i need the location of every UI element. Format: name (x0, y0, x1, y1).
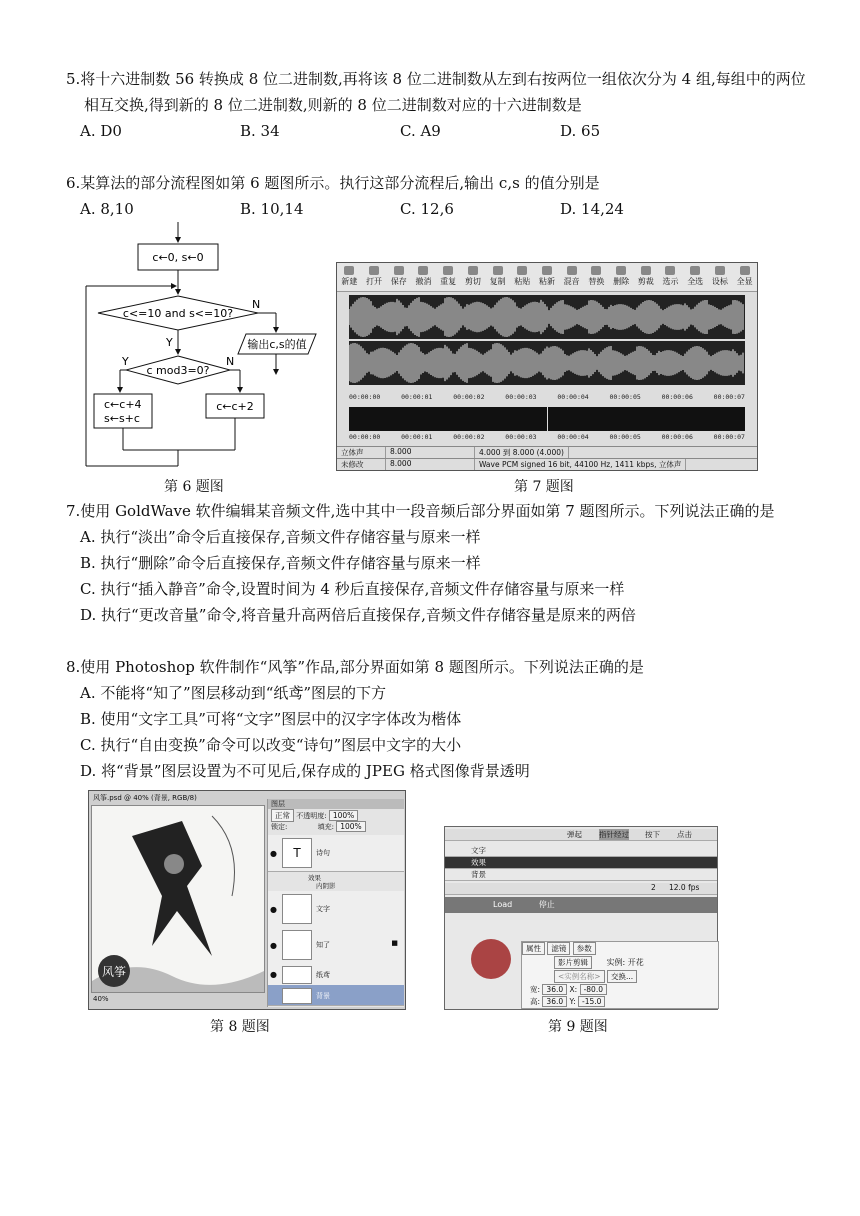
photoshop-window (88, 790, 406, 1010)
toolbar-label: 新建 (341, 277, 358, 286)
y-label: Y: (569, 997, 576, 1006)
timeline-layer-bg[interactable] (445, 869, 717, 881)
layer-cicada[interactable] (268, 927, 404, 964)
no-box-text: c←c+2 (216, 400, 254, 413)
toolbar-label: 删除 (613, 277, 630, 286)
layer-text[interactable] (268, 891, 404, 928)
toolbar-icon (591, 266, 601, 275)
init-text: c←0, s←0 (152, 251, 204, 264)
total-length: 8.000 (386, 447, 475, 458)
current-frame: 2 (651, 883, 656, 892)
layer-thumbnail (282, 966, 312, 984)
layer-name: 文字 (471, 846, 486, 855)
toolbar-button[interactable] (535, 263, 560, 291)
output-text: 输出c,s的值 (247, 338, 307, 351)
question-8 (66, 654, 806, 784)
option-c: C. A9 (400, 122, 441, 140)
time-tick: 00:00:04 (557, 433, 589, 441)
yes-box-line2: s←s+c (104, 412, 140, 425)
option-a: A. 不能将“知了”图层移动到“纸鸢”图层的下方 (80, 684, 387, 702)
symbol-type-select[interactable]: 影片剪辑 (554, 956, 592, 969)
no-label: N (252, 298, 261, 311)
toolbar-label: 剪裁 (637, 277, 654, 286)
time-tick: 00:00:00 (349, 393, 381, 401)
toolbar-button[interactable] (708, 263, 733, 291)
lock-row (268, 821, 404, 833)
tab-parameters[interactable]: 参数 (573, 942, 596, 955)
layer-name: 诗句 (316, 849, 330, 857)
caption-fig8: 第 8 题图 (210, 1019, 270, 1035)
layer-name: 文字 (316, 905, 330, 913)
toolbar-icon (369, 266, 379, 275)
toolbar-icon (394, 266, 404, 275)
time-tick: 00:00:01 (401, 433, 433, 441)
length-value: 8.000 (386, 459, 475, 470)
eye-icon[interactable]: ● (270, 970, 277, 979)
option-a: A. D0 (80, 122, 122, 140)
timeline-layer-text[interactable] (445, 845, 717, 857)
kite-shape (132, 821, 212, 956)
toolbar-icon (418, 266, 428, 275)
waveform-right-channel (349, 341, 745, 385)
no-label-2: N (226, 355, 235, 368)
toolbar-label: 设标 (711, 277, 728, 286)
toolbar-button[interactable] (411, 263, 436, 291)
properties-panel (521, 941, 719, 1009)
waveform-path (349, 343, 743, 383)
options-row (66, 196, 806, 222)
toolbar-icon (443, 266, 453, 275)
height-row (530, 996, 605, 1007)
option-b: B. 34 (240, 122, 280, 140)
layer-kite[interactable] (268, 963, 404, 986)
time-tick: 00:00:06 (661, 393, 693, 401)
caption-fig7: 第 7 题图 (514, 479, 574, 495)
selection-range: 4.000 到 8.000 (4.000) (475, 447, 569, 458)
time-tick: 00:00:01 (401, 393, 433, 401)
scene-button[interactable]: Load (493, 900, 513, 909)
symbol-preview (471, 939, 511, 979)
time-tick: 00:00:02 (453, 393, 485, 401)
question-stem: 7.使用 GoldWave 软件编辑某音频文件,选中其中一段音频后部分界面如第 7 题图所示。下列说法正确的是 (66, 502, 775, 520)
toolbar-button[interactable] (683, 263, 708, 291)
question-stem: 8.使用 Photoshop 软件制作“风筝”作品,部分界面如第 8 题图所示。下列说法正确的是 (66, 658, 644, 676)
options-row (66, 118, 806, 144)
text-layer-icon: T (282, 838, 312, 868)
toolbar-icon (493, 266, 503, 275)
y-field[interactable]: -15.0 (578, 996, 605, 1007)
toolbar-button[interactable] (485, 263, 510, 291)
question-stem: 6.某算法的部分流程图如第 6 题图所示。执行这部分流程后,输出 c,s 的值分别是 (66, 174, 600, 192)
height-field[interactable]: 36.0 (542, 996, 567, 1007)
layer-thumbnail (282, 894, 312, 924)
overview-bar (349, 407, 745, 431)
lock-icon: ■ (391, 939, 398, 947)
goldwave-toolbar (337, 263, 757, 292)
time-tick: 00:00:06 (661, 433, 693, 441)
toolbar-button[interactable] (559, 263, 584, 291)
status-bar-1 (337, 446, 757, 458)
canvas (91, 805, 265, 993)
layer-name: 知了 (316, 941, 330, 949)
option-b: B. 执行“删除”命令后直接保存,音频文件存储容量与原来一样 (80, 554, 481, 572)
toolbar-icon (344, 266, 354, 275)
time-tick: 00:00:02 (453, 433, 485, 441)
instance-name-input[interactable]: <实例名称> (554, 970, 605, 983)
edit-bar (445, 897, 717, 913)
toolbar-label: 粘新 (538, 277, 555, 286)
toolbar-icon (616, 266, 626, 275)
toolbar-label: 剪切 (464, 277, 481, 286)
layer-name: 效果 (471, 858, 486, 867)
zoom-level: 40% (93, 995, 109, 1003)
opacity-label: 不透明度: (296, 812, 327, 820)
layer-background[interactable] (268, 985, 404, 1006)
toolbar-label: 粘贴 (514, 277, 531, 286)
question-stem: 5.将十六进制数 56 转换成 8 位二进制数,再将该 8 位二进制数从左到右按两位一组依次分为 4 组,每组中的两位相互交换,得到新的 8 位二进制数,则新的 8 位二进制数对应的十六进制数是 (66, 70, 806, 114)
blend-mode-select[interactable]: 正常 (271, 809, 294, 822)
toolbar-label: 复制 (489, 277, 506, 286)
swap-button[interactable]: 交换... (607, 970, 637, 983)
toolbar-label: 选示 (662, 277, 679, 286)
stop-symbol[interactable]: 停止 (538, 900, 555, 909)
eye-icon[interactable]: ● (270, 905, 277, 914)
flash-window (444, 826, 718, 1010)
waveform-path (349, 297, 743, 337)
caption-fig6: 第 6 题图 (164, 479, 224, 495)
width-label: 宽: (530, 985, 541, 994)
toolbar-button[interactable] (658, 263, 683, 291)
toolbar-icon (690, 266, 700, 275)
panel-title: 图层 (268, 799, 404, 809)
fill-field[interactable]: 100% (336, 821, 365, 832)
option-d: D. 执行“更改音量”命令,将音量升高两倍后直接保存,音频文件存储容量是原来的两倍 (80, 606, 636, 624)
frame-rate: 12.0 fps (669, 883, 700, 892)
question-5 (66, 66, 806, 144)
option-b: B. 10,14 (240, 200, 304, 218)
toolbar-icon (542, 266, 552, 275)
toolbar-label: 打开 (366, 277, 383, 286)
layer-name: 背景 (316, 992, 330, 1000)
layer-thumbnail (282, 930, 312, 960)
willow-branch (212, 816, 235, 896)
eye-icon[interactable]: ● (270, 941, 277, 950)
time-tick: 00:00:04 (557, 393, 589, 401)
option-a: A. 执行“淡出”命令后直接保存,音频文件存储容量与原来一样 (80, 528, 481, 546)
layer-poem[interactable] (268, 835, 404, 872)
toolbar-icon (665, 266, 675, 275)
status-bar-2 (337, 458, 757, 470)
channel-mode: 立体声 (337, 447, 386, 458)
modified-state: 未修改 (337, 459, 386, 470)
option-d: D. 65 (560, 122, 601, 140)
frame-hit: 点击 (677, 830, 692, 839)
toolbar-button[interactable] (461, 263, 486, 291)
toolbar-button[interactable] (510, 263, 535, 291)
yes-label-2: Y (122, 355, 129, 368)
time-ruler (349, 393, 745, 403)
toolbar-button[interactable] (633, 263, 658, 291)
toolbar-label: 全选 (687, 277, 704, 286)
toolbar-button[interactable] (732, 263, 757, 291)
blend-row (268, 809, 404, 821)
tab-filters[interactable]: 滤镜 (547, 942, 570, 955)
art-title: 风筝 (102, 965, 127, 979)
height-label: 高: (530, 997, 541, 1006)
option-c: C. 执行“自由变换”命令可以改变“诗句”图层中文字的大小 (80, 736, 462, 754)
instance-value: 开花 (627, 958, 644, 967)
toolbar-icon (567, 266, 577, 275)
overview-ruler (349, 433, 745, 443)
tab-properties[interactable]: 属性 (522, 942, 545, 955)
toolbar-label: 全显 (736, 277, 753, 286)
option-d: D. 将“背景”图层设置为不可见后,保存成的 JPEG 格式图像背景透明 (80, 762, 530, 780)
waveform-right-svg (349, 341, 745, 385)
toolbar-icon (715, 266, 725, 275)
question-6 (66, 170, 806, 222)
toolbar-label: 重复 (440, 277, 457, 286)
condition2-text: c mod3=0? (146, 364, 210, 377)
toolbar-button[interactable] (337, 263, 362, 291)
toolbar-label: 混音 (563, 277, 580, 286)
frame-up: 弹起 (567, 830, 582, 839)
instance-name-row (554, 970, 637, 983)
lock-label: 锁定: (271, 823, 288, 831)
timeline-footer (445, 883, 717, 895)
toolbar-icon (641, 266, 651, 275)
layer-thumbnail (282, 988, 312, 1004)
layers-panel (267, 799, 404, 1007)
x-field[interactable]: -80.0 (580, 984, 607, 995)
selection-marker (547, 407, 548, 431)
frame-over: 指针经过 (599, 830, 629, 839)
format-info: Wave PCM signed 16 bit, 44100 Hz, 1411 kbps, 立体声 (475, 459, 686, 470)
goldwave-window (336, 262, 758, 471)
time-tick: 00:00:03 (505, 393, 537, 401)
toolbar-button[interactable] (436, 263, 461, 291)
x-label: X: (569, 985, 578, 994)
yes-label: Y (166, 336, 173, 349)
flowchart-figure (80, 222, 330, 472)
panel-tabs (522, 942, 718, 952)
time-tick: 00:00:03 (505, 433, 537, 441)
toolbar-icon (468, 266, 478, 275)
time-tick: 00:00:05 (609, 393, 641, 401)
time-tick: 00:00:05 (609, 433, 641, 441)
caption-fig9: 第 9 题图 (548, 1019, 608, 1035)
timeline-layer-effect[interactable] (445, 857, 717, 869)
option-b: B. 使用“文字工具”可将“文字”图层中的汉字字体改为楷体 (80, 710, 462, 728)
frame-down: 按下 (645, 830, 660, 839)
toolbar-label: 替换 (588, 277, 605, 286)
instance-label: 实例: (606, 958, 626, 967)
option-d: D. 14,24 (560, 200, 624, 218)
option-c: C. 执行“插入静音”命令,设置时间为 4 秒后直接保存,音频文件存储容量与原来一样 (80, 580, 625, 598)
question-7 (66, 498, 826, 628)
option-a: A. 8,10 (80, 200, 134, 218)
toolbar-button[interactable] (362, 263, 387, 291)
width-row (530, 984, 607, 995)
toolbar-button[interactable] (609, 263, 634, 291)
symbol-type-row (554, 956, 644, 969)
time-tick: 00:00:07 (713, 433, 745, 441)
eye-icon[interactable]: ● (270, 849, 277, 858)
layer-name: 纸鸢 (316, 971, 330, 979)
toolbar-button[interactable] (584, 263, 609, 291)
effects-label: 效果 (308, 874, 321, 882)
yes-box-line1: c←c+4 (104, 398, 142, 411)
width-field[interactable]: 36.0 (542, 984, 567, 995)
toolbar-icon (517, 266, 527, 275)
time-tick: 00:00:07 (713, 393, 745, 401)
document-title: 风筝.psd @ 40% (背景, RGB/8) (93, 794, 197, 802)
kite-flower (164, 854, 184, 874)
inner-shadow-label: 内阴影 (316, 882, 336, 890)
waveform-left-channel (349, 295, 745, 339)
toolbar-label: 保存 (390, 277, 407, 286)
condition1-text: c<=10 and s<=10? (122, 307, 234, 320)
toolbar-icon (740, 266, 750, 275)
frame-header-row (445, 829, 717, 841)
kite-artwork (92, 806, 264, 992)
waveform-left-svg (349, 295, 745, 339)
option-c: C. 12,6 (400, 200, 454, 218)
layer-name: 背景 (471, 870, 486, 879)
opacity-field[interactable]: 100% (329, 810, 358, 821)
fill-label: 填充: (317, 823, 334, 831)
time-tick: 00:00:00 (349, 433, 381, 441)
toolbar-label: 撤消 (415, 277, 432, 286)
toolbar-button[interactable] (386, 263, 411, 291)
